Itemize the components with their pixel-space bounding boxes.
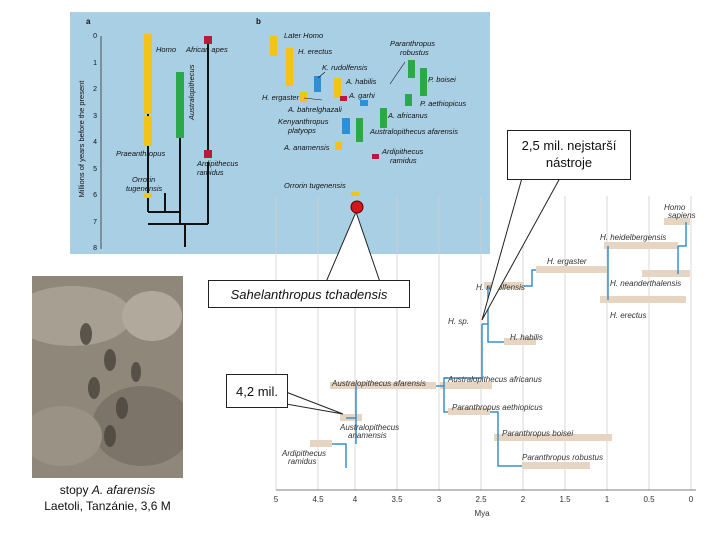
tree-tick-3: 3 <box>436 495 442 504</box>
a-africanus-label: A. africanus <box>388 111 428 120</box>
panel-b-label: b <box>256 17 261 26</box>
h-erectus-label: H. erectus <box>298 47 333 56</box>
a-habilis-label: A. habilis <box>346 77 377 86</box>
label-h-ergaster: H. ergaster <box>547 257 587 266</box>
tick-3: 3 <box>93 113 97 120</box>
kenyanthropus-label: Kenyanthropus platyops <box>278 117 329 135</box>
a-garhi-label: A. garhi <box>349 91 375 100</box>
tools-callout <box>507 130 631 180</box>
label-p-boisei: Paranthropus boisei <box>502 429 574 438</box>
tree-tick-1: 1 <box>604 495 610 504</box>
panel-a-label: a <box>86 17 91 26</box>
tree-tick-0: 0 <box>688 495 694 504</box>
label-homo-sapiens: Homo sapiens <box>664 203 696 220</box>
ardipithecus-label-b: Ardipithecus ramidus <box>382 147 424 165</box>
label-h-heidelbergensis: H. heidelbergensis <box>600 233 667 242</box>
label-h-erectus: H. erectus <box>610 311 647 320</box>
tree-tick-4: 4 <box>352 495 358 504</box>
tree-tick-4.5: 4.5 <box>312 495 324 504</box>
tools-callout-pointer <box>482 178 560 320</box>
k-rudolfensis-label: K. rudolfensis <box>322 63 368 72</box>
tick-0: 0 <box>93 33 97 40</box>
tick-8: 8 <box>93 245 97 252</box>
sahelanthropus-callout <box>208 280 410 308</box>
tree-tick-2.5: 2.5 <box>475 495 487 504</box>
homo-label: Homo <box>156 45 177 54</box>
african-apes-label: African apes <box>186 45 228 54</box>
label-h-habilis: H. habilis <box>510 333 543 342</box>
tick-7: 7 <box>93 219 97 226</box>
praeanthropus-label: Praeanthropus <box>116 149 166 158</box>
tick-1: 1 <box>93 60 97 67</box>
tools-callout-text: 2,5 mil. nejstarší nástroje <box>521 138 617 170</box>
paranthropus-robustus-label: Paranthropus robustus <box>390 39 436 57</box>
ardipithecus-label-a: Ardipithecus ramidus <box>197 159 239 177</box>
tick-5: 5 <box>93 166 97 173</box>
label-h-neanderthalensis: H. neanderthalensis <box>610 279 682 288</box>
tree-tick-1.5: 1.5 <box>559 495 571 504</box>
p-boisei-label: P. boisei <box>428 75 456 84</box>
orrorin-label-a: Orrorin tugenensis <box>126 175 163 193</box>
a-bahrelghazali-label: A. bahrelghazali <box>288 105 342 114</box>
label-a-anamensis: Australopithecus anamensis <box>340 423 400 440</box>
tree-tick-2: 2 <box>520 495 526 504</box>
label-p-robustus: Paranthropus robustus <box>522 453 603 462</box>
tree-tick-0.5: 0.5 <box>643 495 655 504</box>
later-homo-label: Later Homo <box>284 31 324 40</box>
h-ergaster-label: H. ergaster <box>262 93 300 102</box>
caption-prefix: stopy <box>59 483 92 497</box>
a-afarensis-label-b: Australopithecus afarensis <box>370 127 458 136</box>
a-anamensis-label-b: A. anamensis <box>284 143 330 152</box>
p-aethiopicus-label: P. aethiopicus <box>420 99 467 108</box>
label-p-aethiopicus: Paranthropus aethiopicus <box>452 403 543 412</box>
tree-tick-3.5: 3.5 <box>391 495 403 504</box>
tree-xlabel: Mya <box>474 509 490 518</box>
orrorin-label-b: Orrorin tugenensis <box>284 181 346 190</box>
australopithecus-label: Australopithecus <box>187 64 196 120</box>
tick-6: 6 <box>93 192 97 199</box>
caption-species: A. afarensis <box>91 483 156 497</box>
sahelanthropus-marker <box>351 201 363 213</box>
tree-tick-5: 5 <box>273 495 279 504</box>
label-a-africanus: Australopithecus africanus <box>448 375 542 384</box>
label-h-sp: H. sp. <box>448 317 469 326</box>
sahelanthropus-callout-text: Sahelanthropus tchadensis <box>230 287 388 302</box>
tick-2: 2 <box>93 86 97 93</box>
tick-4: 4 <box>93 139 97 146</box>
age-callout-text: 4,2 mil. <box>236 384 278 399</box>
label-a-afarensis: Australopithecus afarensis <box>332 379 426 388</box>
photo-caption-line2: Laetoli, Tanzánie, 3,6 M <box>44 499 171 513</box>
age-callout <box>226 374 288 408</box>
panel-a-ylabel: Millions of years before the present <box>77 80 86 198</box>
label-h-rudolfensis: H. rudolfensis <box>476 283 525 292</box>
age-callout-pointer <box>286 392 343 414</box>
label-ardipithecus: Ardipithecus ramidus <box>282 449 327 466</box>
sahelanthropus-callout-pointer <box>326 212 380 282</box>
